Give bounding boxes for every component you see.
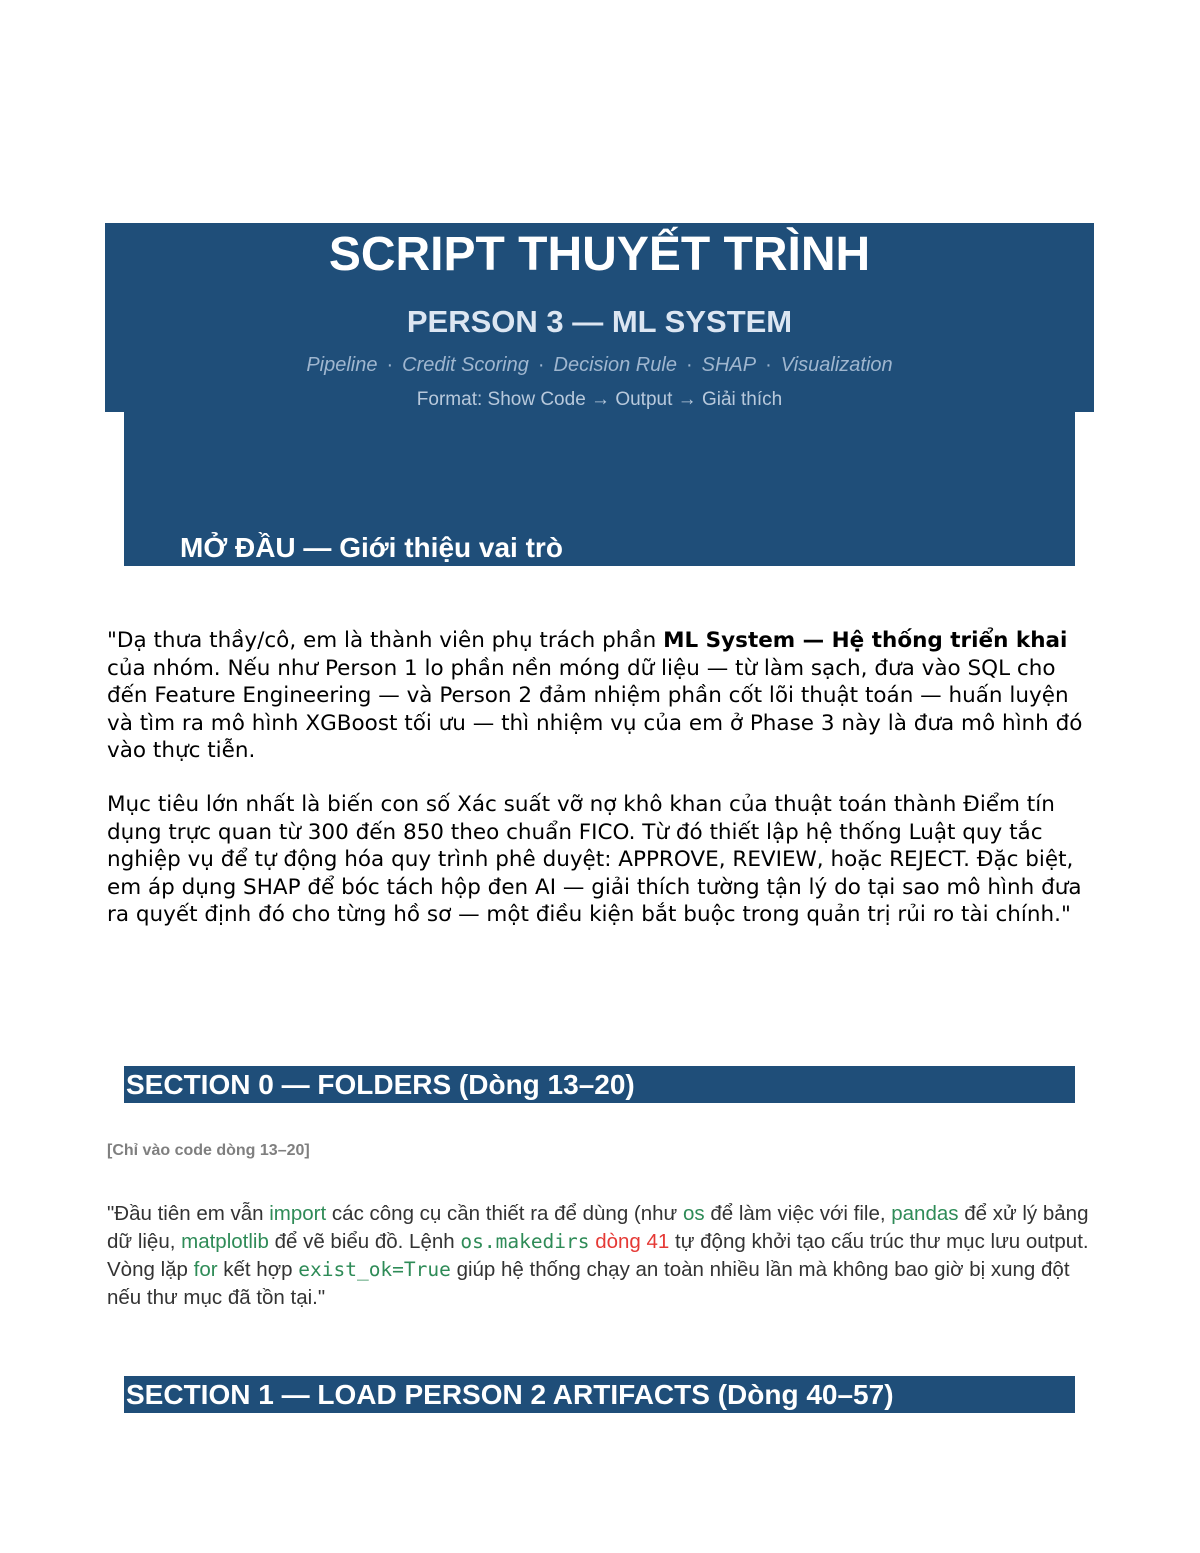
section-0-paragraph: [107, 1200, 1097, 1312]
section-0-text: kết hợp: [217, 1258, 299, 1281]
section-0-text: để làm việc với file,: [704, 1202, 892, 1225]
code-os-makedirs: os.makedirs: [460, 1230, 590, 1253]
format-step-show-code: Show Code: [487, 389, 586, 410]
intro-paragraph-2: Mục tiêu lớn nhất là biến con số Xác suất vỡ nợ khô khan của thuật toán thành Điểm tín dụng trực quan từ 300 đến 850 theo chuẩn FICO. Từ đó thiết lập hệ thống Luật quy tắc nghiệp vụ để tự động hóa quy trình phê duyệt: APPROVE, REVIEW, hoặc REJECT. Đặc biệt, em áp dụng SHAP để bóc tách hộp đen AI — giải thích tường tận lý do tại sao mô hình đưa ra quyết định đó cho từng hồ sơ — một điều kiện bắt buộc trong quản trị rủi ro tài chính.": [107, 792, 1082, 927]
section-0-text: tự động khởi tạo cấu trúc thư mục lưu output. Vòng lặp: [107, 1230, 1089, 1281]
intro-heading: MỞ ĐẦU — Giới thiệu vai trò: [180, 532, 563, 563]
keyword-os: os: [682, 1202, 705, 1225]
document-title: SCRIPT THUYẾT TRÌNH: [328, 228, 871, 281]
arrow-icon: →: [591, 389, 611, 410]
intro-text: "Dạ thưa thầy/cô, em là thành viên phụ trách phần: [107, 628, 664, 653]
format-label: Format:: [416, 389, 483, 410]
arrow-icon: →: [677, 389, 697, 410]
tag-separator: ·: [537, 354, 545, 376]
section-0-heading: SECTION 0 — FOLDERS (Dòng 13–20): [124, 1066, 1075, 1103]
intro-paragraph-1: [107, 627, 1097, 765]
tag-pipeline: Pipeline: [306, 354, 378, 376]
keyword-import: import: [269, 1202, 327, 1225]
tag-separator: ·: [765, 354, 772, 376]
line-reference: dòng 41: [589, 1230, 670, 1253]
tag-visualization: Visualization: [780, 354, 893, 376]
intro-emphasis: ML System — Hệ thống triển khai: [663, 628, 1068, 653]
section-0-note: [Chỉ vào code dòng 13–20]: [107, 1142, 310, 1159]
intro-text: của nhóm. Nếu như Person 1 lo phần nền móng dữ liệu — từ làm sạch, đưa vào SQL cho đến Feature Engineering — và Person 2 đảm nhiệm phần cốt lõi thuật toán — huấn luyện và tìm ra mô hình XGBoost tối ưu — thì nhiệm vụ của em ở Phase 3 này là đưa mô hình đó vào thực tiễn.: [107, 655, 1083, 763]
tag-shap: SHAP: [701, 354, 757, 376]
format-step-output: Output: [615, 389, 673, 410]
format-line: [105, 387, 1094, 413]
section-0-text: giúp hệ thống chạy an toàn nhiều lần mà không bao giờ bị xung đột nếu thư mục đã tồn tại.": [107, 1258, 1070, 1309]
keyword-for: for: [193, 1258, 218, 1281]
code-exist-ok: exist_ok=True: [298, 1258, 451, 1281]
keyword-matplotlib: matplotlib: [181, 1230, 269, 1253]
keyword-pandas: pandas: [891, 1202, 959, 1225]
tag-separator: ·: [386, 354, 394, 376]
tag-separator: ·: [685, 354, 693, 376]
section-1-heading: SECTION 1 — LOAD PERSON 2 ARTIFACTS (Dòng 40–57): [124, 1376, 1075, 1413]
section-0-text: để vẽ biểu đồ. Lệnh: [268, 1230, 461, 1253]
tag-decision-rule: Decision Rule: [553, 354, 677, 376]
document-subtitle: PERSON 3 — ML SYSTEM: [406, 304, 793, 339]
section-0-text: các công cụ cần thiết ra để dùng (như: [326, 1202, 683, 1225]
tag-credit-scoring: Credit Scoring: [402, 354, 529, 376]
format-step-explain: Giải thích: [701, 389, 783, 410]
topic-tagline: [105, 352, 1094, 378]
section-0-text: "Đầu tiên em vẫn: [107, 1202, 270, 1225]
section-0-text: để xử lý bảng dữ liệu,: [107, 1202, 1089, 1253]
